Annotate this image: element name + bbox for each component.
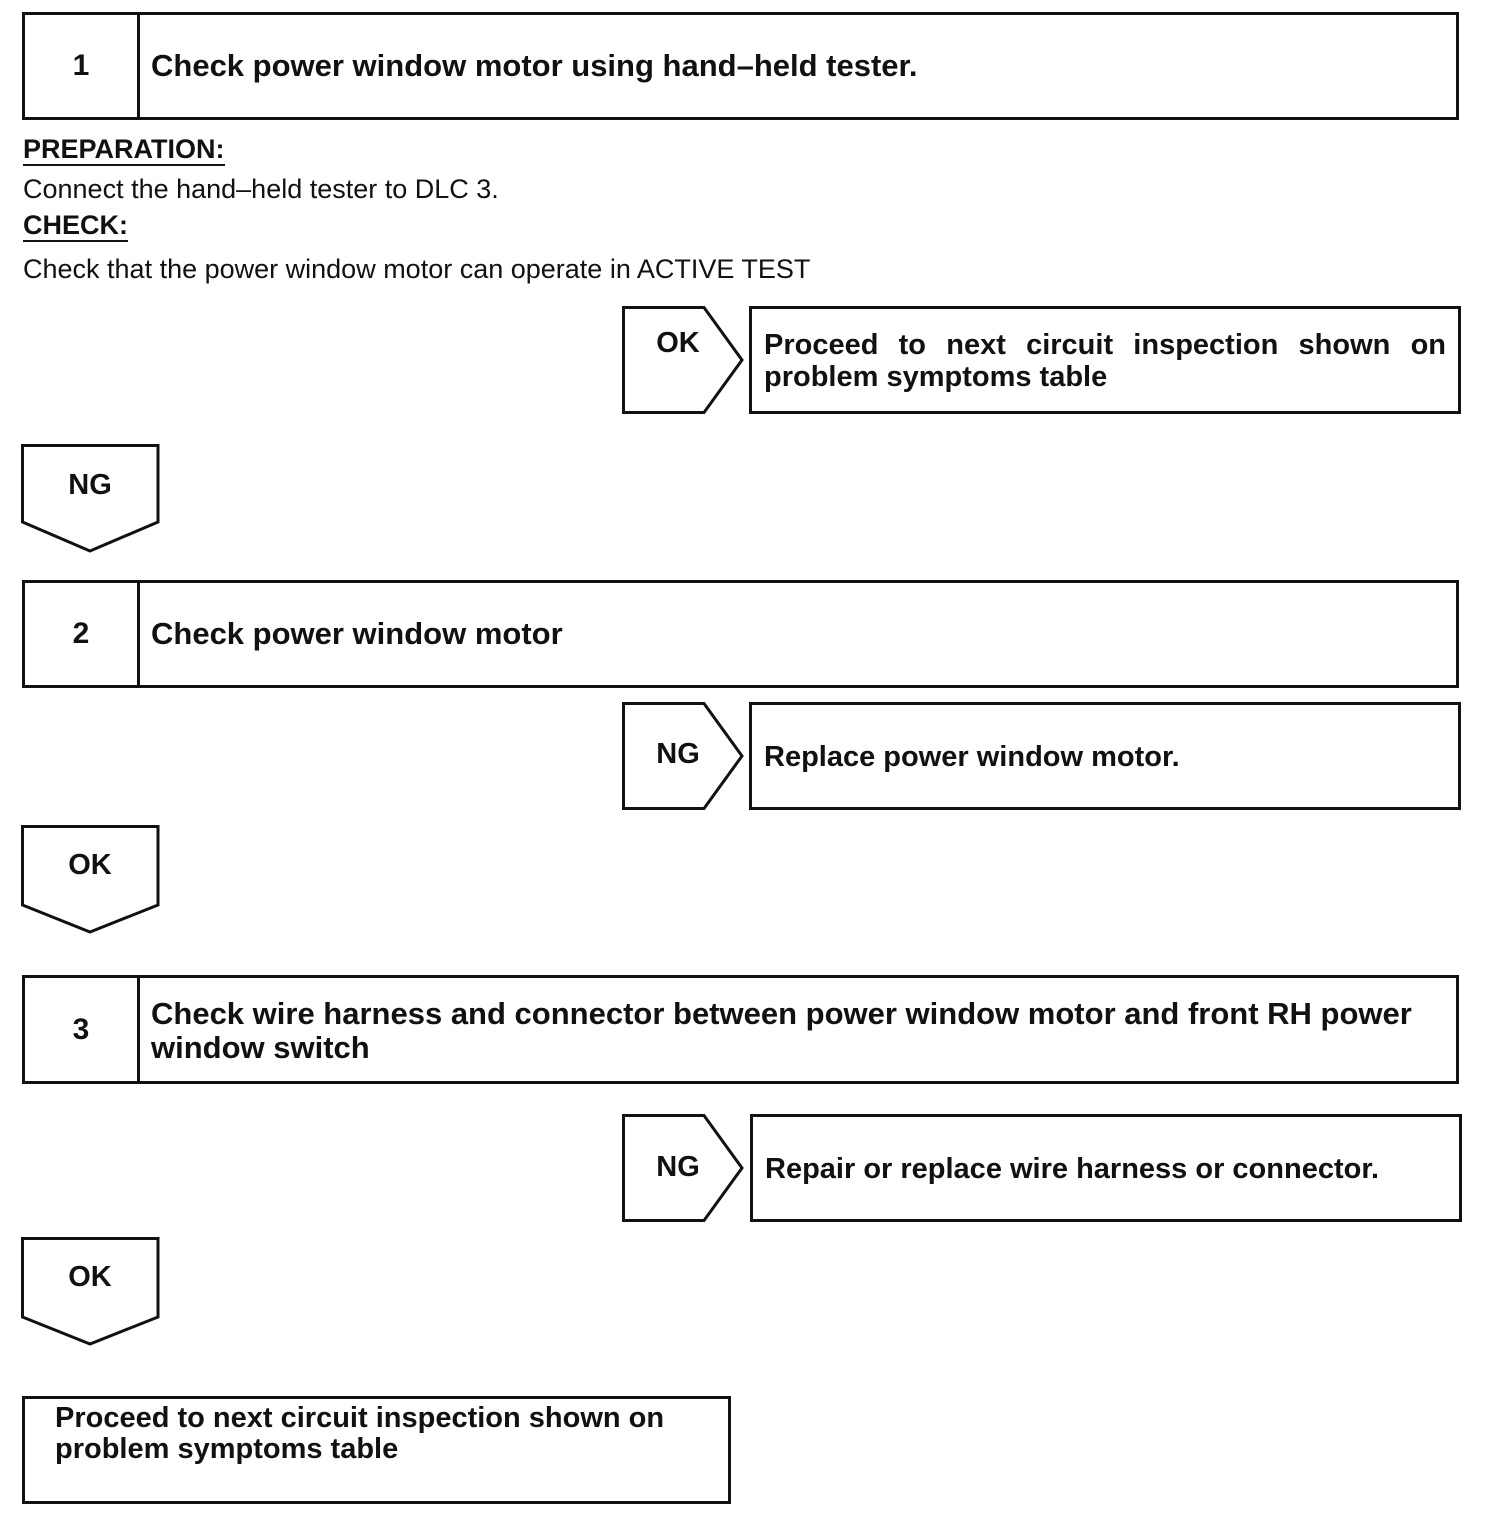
step-1-ng-label: NG [68, 469, 112, 501]
step-3-box [22, 975, 1459, 1084]
preparation-label: PREPARATION: [23, 134, 225, 164]
step-2-number: 2 [25, 583, 140, 685]
right-arrow-tag-icon [622, 306, 746, 414]
step-2-box [22, 580, 1459, 688]
step-1-number: 1 [25, 15, 140, 117]
final-result-box: Proceed to next circuit inspection shown on problem symptoms table [22, 1396, 731, 1504]
check-section [23, 210, 128, 242]
step-1-title: Check power window motor using hand–held tester. [151, 48, 918, 83]
step-3-ng-result: Repair or replace wire harness or connector. [750, 1114, 1462, 1222]
step-2-ng-result: Replace power window motor. [749, 702, 1461, 810]
step-1-ok-result: Proceed to next circuit inspection shown on problem symptoms table [749, 306, 1461, 414]
preparation-text: Connect the hand–held tester to DLC 3. [23, 174, 499, 204]
step-3-number: 3 [25, 978, 140, 1081]
check-text: Check that the power window motor can operate in ACTIVE TEST [23, 254, 811, 284]
check-label: CHECK: [23, 210, 128, 240]
step-2-ng-label: NG [656, 738, 700, 770]
step-2-ok-label: OK [68, 849, 112, 881]
step-3-ok-label: OK [68, 1261, 112, 1293]
step-3-ng-label: NG [656, 1151, 700, 1183]
step-1-ok-label: OK [656, 327, 700, 359]
step-3-title: Check wire harness and connector between power window motor and front RH power window switch [151, 996, 1412, 1065]
preparation-section [23, 134, 225, 166]
step-2-title: Check power window motor [151, 616, 563, 651]
step-1-box [22, 12, 1459, 120]
